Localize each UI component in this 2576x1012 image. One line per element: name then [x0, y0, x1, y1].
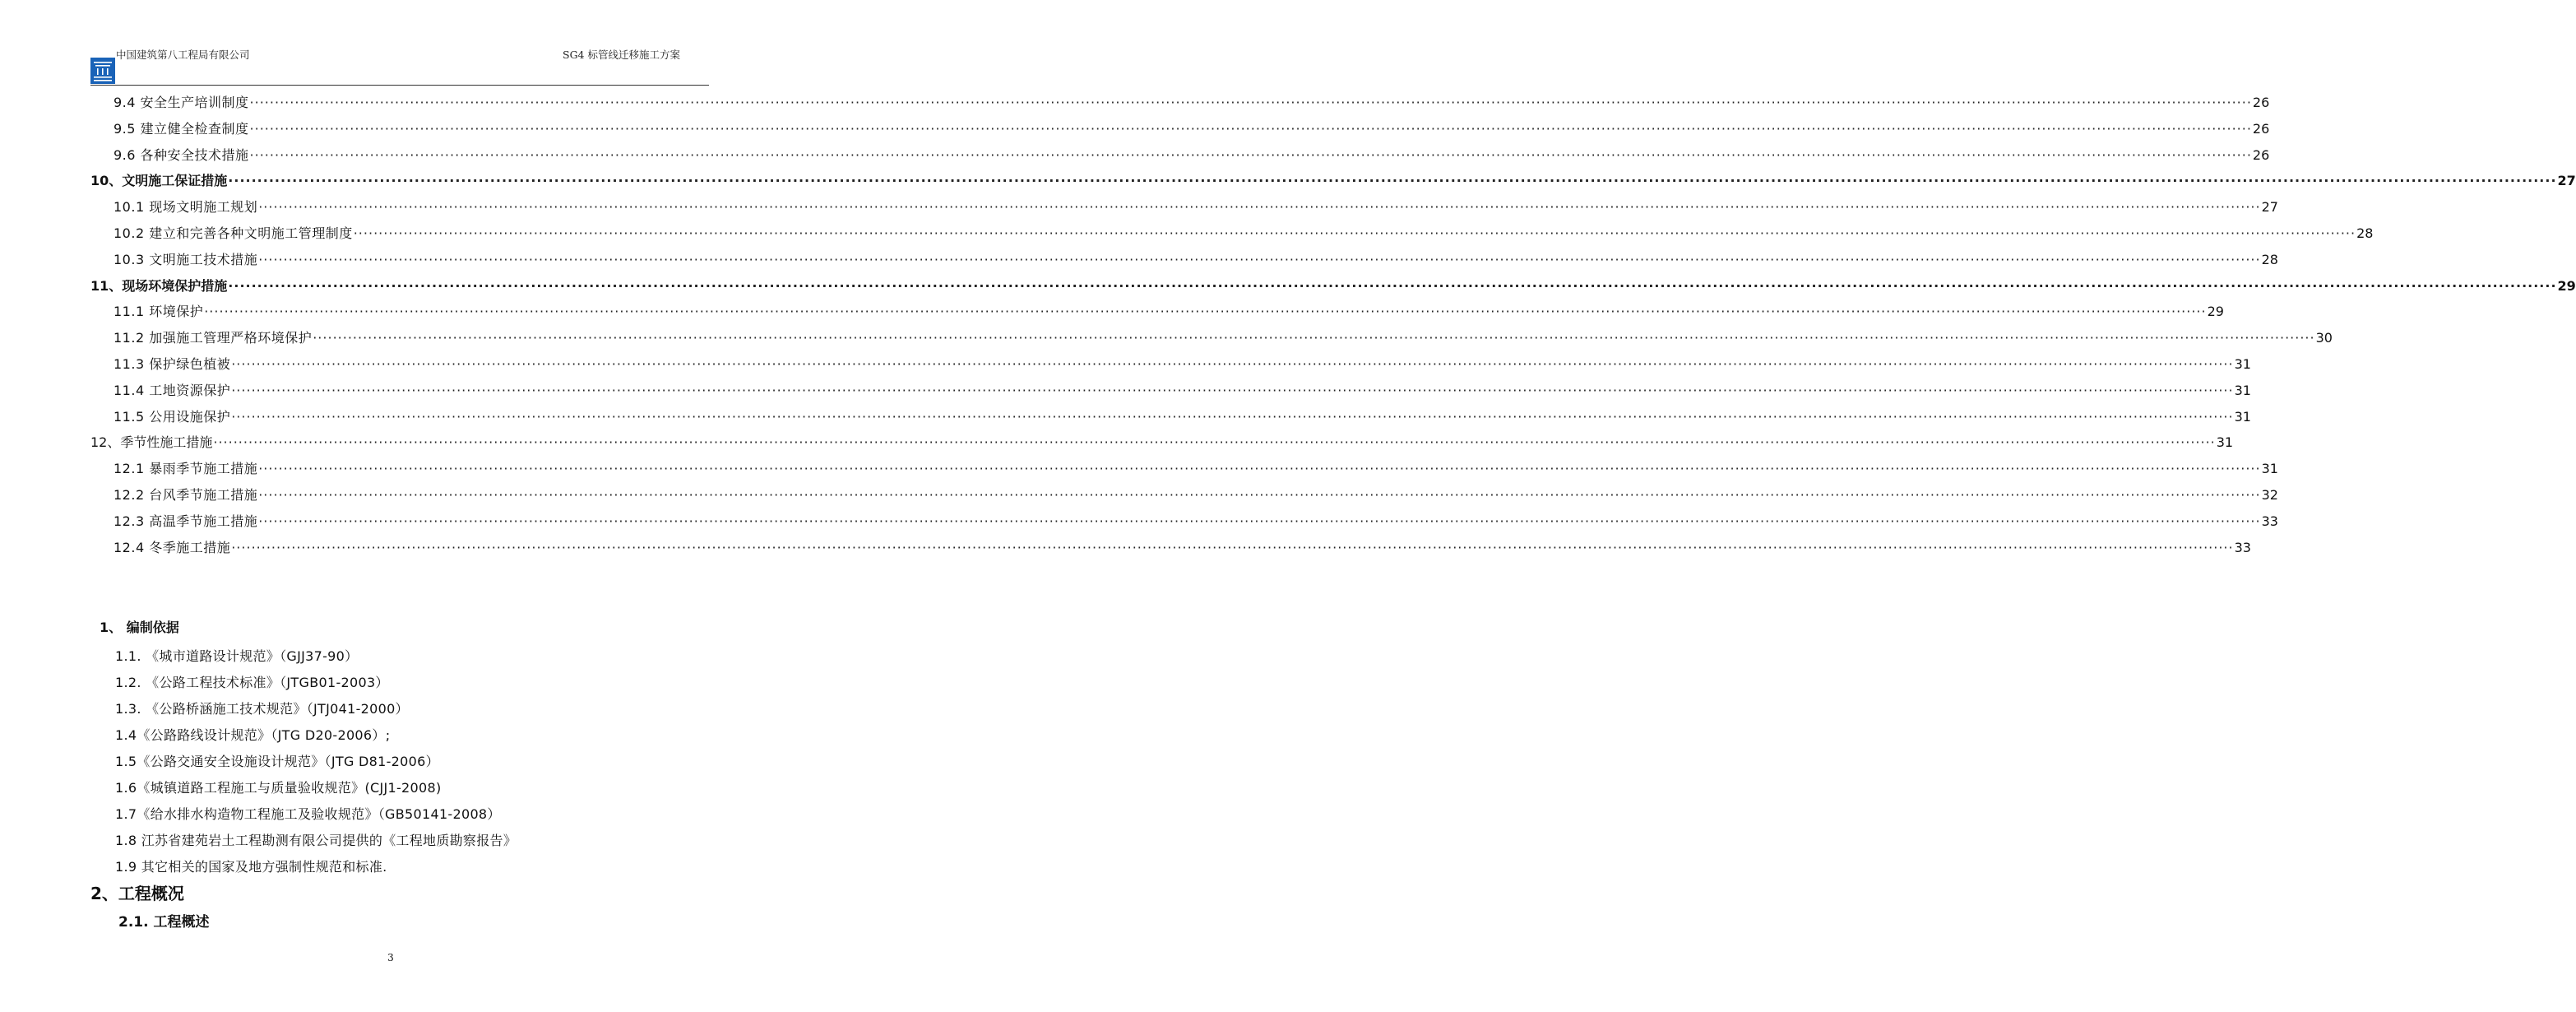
toc-leader-dots: ················································································································································································································································································································································································································ [204, 304, 2207, 320]
toc-entry[interactable] [114, 511, 2278, 534]
toc-leader-dots: ················································································································································································································································································································································································································ [249, 95, 2252, 110]
toc-entry-label: 11、现场环境保护措施 [90, 277, 228, 294]
page-header [0, 0, 781, 91]
toc-entry[interactable] [114, 145, 2270, 168]
reference-item: 1.2. 《公路工程技术标准》（JTGB01-2003） [115, 675, 389, 690]
document-title: SG4 标管线迁移施工方案 [563, 49, 680, 61]
toc-leader-dots: ················································································································································································································································································································································································································ [258, 251, 2261, 267]
toc-entry-label: 9.4 安全生产培训制度 [114, 95, 249, 110]
toc-entry-label: 11.1 环境保护 [114, 304, 204, 320]
toc-entry-page: 27 [2261, 199, 2278, 216]
toc-entry-page: 26 [2252, 146, 2270, 163]
toc-entry-page: 31 [2234, 408, 2251, 425]
toc-leader-dots: ················································································································································································································································································································································································································ [258, 199, 2261, 216]
toc-entry[interactable] [114, 301, 2224, 324]
toc-entry[interactable] [114, 249, 2278, 272]
toc-entry[interactable] [114, 406, 2251, 429]
toc-entry[interactable] [114, 354, 2251, 377]
toc-leader-dots: ················································································································································································································································································································································································································ [231, 382, 2234, 398]
toc-leader-dots: ················································································································································································································································································································································································································ [258, 461, 2261, 477]
toc-entry-label: 12.1 暴雨季节施工措施 [114, 461, 258, 477]
toc-entry-page: 33 [2234, 539, 2251, 555]
toc-entry-page: 29 [2207, 304, 2224, 320]
toc-entry-label: 12.4 冬季施工措施 [114, 539, 231, 555]
toc-leader-dots: ················································································································································································································································································································································································································ [313, 330, 2315, 346]
toc-entry[interactable] [114, 223, 2374, 246]
toc-entry-label: 12.2 台风季节施工措施 [114, 487, 258, 503]
toc-leader-dots: ················································································································································································································································································································································································································ [228, 277, 2557, 294]
toc-entry-page: 29 [2557, 277, 2576, 294]
toc-entry[interactable] [114, 485, 2278, 508]
toc-entry-label: 10.3 文明施工技术措施 [114, 251, 258, 267]
company-logo-icon [90, 58, 115, 84]
toc-leader-dots: ················································································································································································································································································································································································································ [249, 146, 2252, 163]
toc-leader-dots: ················································································································································································································································································································································································································ [231, 356, 2234, 372]
toc-entry[interactable] [90, 432, 2234, 455]
toc-entry-label: 9.6 各种安全技术措施 [114, 146, 249, 163]
toc-entry[interactable] [90, 170, 2576, 193]
toc-entry-page: 28 [2261, 251, 2278, 267]
toc-entry[interactable] [114, 327, 2333, 350]
toc-entry-page: 26 [2252, 120, 2270, 137]
header-divider [90, 85, 709, 86]
page-number: 3 [387, 952, 394, 963]
toc-entry-page: 26 [2252, 95, 2270, 110]
toc-leader-dots: ················································································································································································································································································································································································································ [353, 225, 2356, 241]
toc-entry-label: 12.3 高温季节施工措施 [114, 513, 258, 529]
toc-entry[interactable] [90, 276, 2576, 299]
toc-leader-dots: ················································································································································································································································································································································································································ [258, 487, 2261, 503]
toc-entry[interactable] [114, 118, 2270, 142]
reference-item: 1.1. 《城市道路设计规范》（GJJ37-90） [115, 648, 359, 664]
reference-item: 1.5《公路交通安全设施设计规范》（JTG D81-2006） [115, 754, 439, 769]
toc-entry-page: 28 [2356, 225, 2374, 241]
toc-entry-page: 33 [2261, 513, 2278, 529]
section-2-heading: 2、工程概况 [90, 884, 184, 903]
toc-entry-page: 31 [2216, 434, 2234, 451]
toc-entry[interactable] [114, 458, 2278, 481]
toc-entry-page: 32 [2261, 487, 2278, 503]
toc-leader-dots: ················································································································································································································································································································································································································ [231, 408, 2234, 425]
toc-entry-label: 12、季节性施工措施 [90, 434, 213, 451]
toc-entry-label: 10.2 建立和完善各种文明施工管理制度 [114, 225, 353, 241]
toc-entry-page: 31 [2234, 382, 2251, 398]
toc-entry-page: 31 [2261, 461, 2278, 477]
section-1-heading: 1、 编制依据 [100, 620, 179, 635]
reference-item: 1.9 其它相关的国家及地方强制性规范和标准. [115, 859, 387, 875]
section-2-1-heading: 2.1. 工程概述 [118, 914, 210, 931]
toc-entry-label: 9.5 建立健全检查制度 [114, 120, 249, 137]
toc-entry-label: 11.3 保护绿色植被 [114, 356, 231, 372]
toc-entry-page: 27 [2557, 173, 2576, 189]
reference-item: 1.8 江苏省建苑岩土工程勘测有限公司提供的《工程地质勘察报告》 [115, 833, 517, 848]
toc-leader-dots: ················································································································································································································································································································································································································ [258, 513, 2261, 529]
toc-leader-dots: ················································································································································································································································································································································································································ [249, 120, 2252, 137]
toc-entry-label: 10.1 现场文明施工规划 [114, 199, 258, 216]
reference-item: 1.6《城镇道路工程施工与质量验收规范》(CJJ1-2008) [115, 780, 442, 796]
reference-item: 1.4《公路路线设计规范》（JTG D20-2006）; [115, 727, 391, 743]
reference-item: 1.3. 《公路桥涵施工技术规范》（JTJ041-2000） [115, 701, 409, 717]
reference-item: 1.7《给水排水构造物工程施工及验收规范》（GB50141-2008） [115, 806, 501, 822]
toc-entry[interactable] [114, 92, 2270, 115]
toc-leader-dots: ················································································································································································································································································································································································································ [231, 539, 2234, 555]
toc-entry[interactable] [114, 537, 2251, 560]
toc-entry-label: 11.5 公用设施保护 [114, 408, 231, 425]
toc-leader-dots: ················································································································································································································································································································································································································ [213, 434, 2216, 451]
toc-entry-label: 11.2 加强施工管理严格环境保护 [114, 330, 313, 346]
toc-entry-label: 10、文明施工保证措施 [90, 173, 228, 189]
toc-entry-page: 30 [2315, 330, 2333, 346]
toc-entry[interactable] [114, 380, 2251, 403]
toc-entry[interactable] [114, 197, 2278, 220]
toc-entry-label: 11.4 工地资源保护 [114, 382, 231, 398]
toc-leader-dots: ················································································································································································································································································································································································································ [228, 173, 2557, 189]
toc-entry-page: 31 [2234, 356, 2251, 372]
company-name: 中国建筑第八工程局有限公司 [116, 49, 250, 61]
